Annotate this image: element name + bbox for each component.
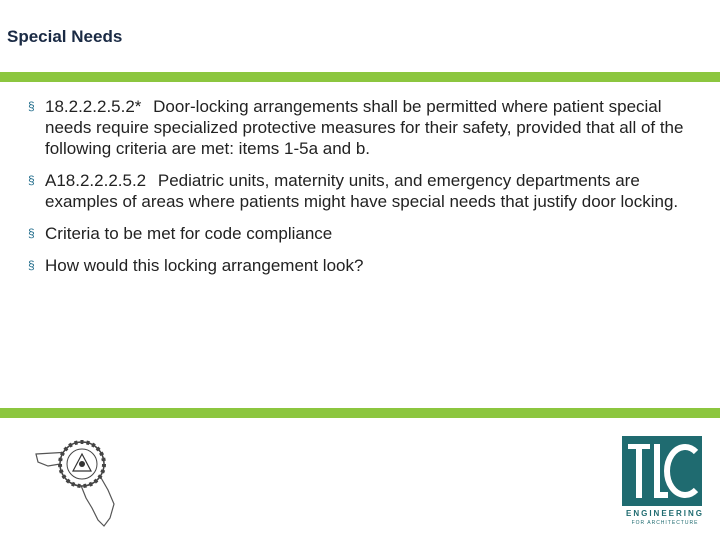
- top-accent-bar: [0, 72, 720, 82]
- bullet-code: A18.2.2.2.5.2: [45, 171, 147, 190]
- bullet-list: [28, 96, 688, 287]
- slide-title: Special Needs: [7, 27, 123, 46]
- square-bullet-icon: §: [28, 173, 35, 187]
- bullet-code: 18.2.2.2.5.2*: [45, 97, 142, 116]
- logo-wordmark: ENGINEERING: [625, 509, 704, 518]
- square-bullet-icon: §: [28, 99, 35, 113]
- florida-seal-logo-icon: [30, 432, 122, 532]
- square-bullet-icon: §: [28, 226, 35, 240]
- bullet-text: Criteria to be met for code compliance: [45, 224, 333, 243]
- tlc-logo-mark: [622, 436, 702, 506]
- bullet-item: [28, 223, 688, 244]
- bullet-item: [28, 170, 688, 212]
- bullet-item: [28, 255, 688, 276]
- bottom-accent-bar: [0, 408, 720, 418]
- bullet-text: Door-locking arrangements shall be permitted where patient special needs require specialized protective measures for their safety, provided that all of the following criteria are met: items 1-5a and b.: [45, 97, 684, 158]
- bullet-item: [28, 96, 688, 159]
- bullet-text: How would this locking arrangement look?: [45, 256, 364, 275]
- square-bullet-icon: §: [28, 258, 35, 272]
- logo-tagline: FOR ARCHITECTURE: [631, 520, 699, 526]
- bullet-text: Pediatric units, maternity units, and emergency departments are examples of areas where patients might have special needs that justify door locking.: [45, 171, 679, 211]
- tlc-logo-icon: [622, 436, 708, 526]
